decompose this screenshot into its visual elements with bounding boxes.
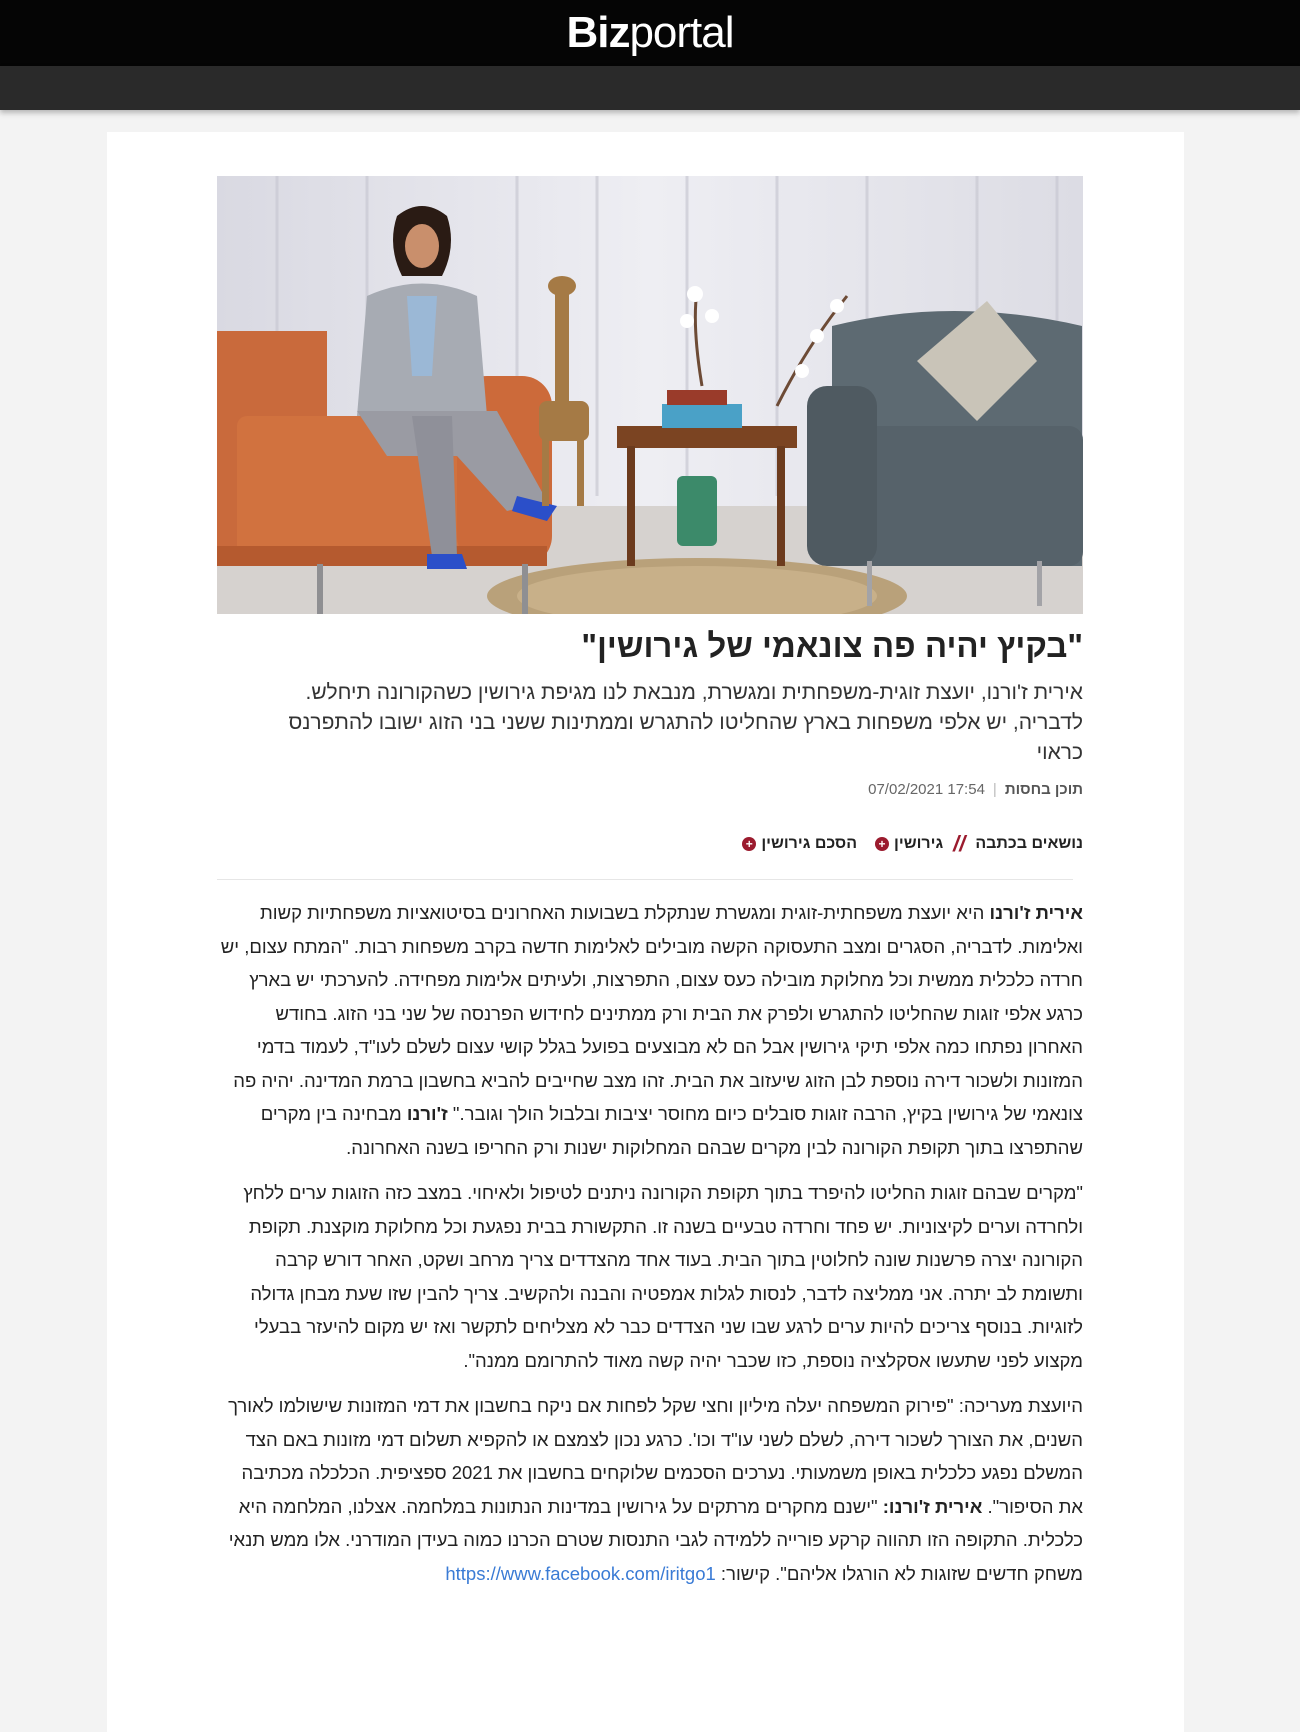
tag-divorce-agreement[interactable] [742,835,857,853]
article-meta [217,781,1083,798]
plus-circle-icon[interactable]: + [875,837,889,851]
article-title: "בקיץ יהיה פה צונאמי של גירושין" [581,627,1083,664]
logo-portal: portal [629,8,734,57]
person-name: ז'ורנו [406,1103,448,1124]
top-header [0,0,1300,66]
article-hero-image [217,176,1083,614]
body-paragraph-1 [217,896,1083,1164]
plus-circle-icon[interactable]: + [742,837,756,851]
body-paragraph-2: "מקרים שבהם זוגות החליטו להיפרד בתוך תקופת הקורונה ניתנים לטיפול ולאיחוי. במצב כזה הזוגות ערים ללחץ ולחרדה וערים לקיצוניות. יש פחד וחרדה טבעיים בשנה זו. התקשורת בבית נפגעת וכל מחלוקת מוקצנת. תקופת הקורונה יצרה פרשנות שונה לחלוטין בתוך הבית. בעוד אחד מהצדדים צריך מרחב ושקט, האחר דורש קרבה ותשומת לב יתרה. אני ממליצה לדבר, לנסות לגלות אמפטיה והבנה ולהקשיב. צריך להבין שזו שעת מבחן גדולה לזוגיות. בנוסף צריכים להיות ערים לרגע שבו שני הצדדים כבר לא מצליחים לתקשר ואז יש מקום להיעזר בבעלי מקצוע לפני שתעשו אסקלציה נוספת, כזו שכבר יהיה קשה מאוד להתרומם ממנה". [243,1182,1083,1371]
tag-divorce-agreement-label: הסכם גירושין [761,835,858,852]
person-name: אירית ז'ורנו: [882,1495,983,1517]
article-category[interactable]: תוכן בחסות [1004,781,1083,798]
logo-biz: Biz [566,8,630,57]
navigation-bar [0,66,1300,110]
hero-photo-illustration [217,176,1083,614]
body-paragraph-3 [217,1389,1083,1590]
article-body [217,896,1083,1602]
tags-divider [217,879,1073,880]
person-name: אירית ז'ורנו [989,902,1083,923]
bizportal-logo[interactable] [566,8,734,57]
article-card [107,132,1184,1732]
meta-separator: | [992,781,997,798]
tags-label: נושאים בכתבה [975,835,1083,852]
article-datetime: 17:54 07/02/2021 [868,781,985,798]
body-text: מבחינה בין מקרים שהתפרצו בתוך תקופת הקורונה לבין מקרים שבהם המחלוקות ישנות ורק החריפו בשנה האחרונה. [260,1103,1083,1158]
body-text: היא יועצת משפחתית-זוגית ומגשרת שנתקלת בשבועות האחרונים בסיטואציות משפחתיות קשות ואלימות. לדבריה, הסגרים ומצב התעסוקה הקשה מובילים לאלימות חדשה בקרב משפחות רבות. "המתח עצום, יש חרדה כלכלית ממשית וכל מחלוקת מובילה כעס עצום, התפרצות, ולעיתים אלימות מפחידה. להערכתי יש בארץ כרגע אלפי זוגות שהחליטו להתגרש ולפרק את הבית ורק ממתינים לחידוש הפרנסה של שני בני הזוג. בחודש האחרון נפתחו כמה אלפי תיקי גירושין אבל הם לא מבוצעים בפועל בגלל קושי עצום לשלם לעו"ד, לעמוד בדמי המזונות ולשכור דירה נוספת לבן הזוג שיעזוב את הבית. זהו מצב שחייבים להביא בחשבון ברמת המדינה. יהיה פה צונאמי של גירושין בקיץ, הרבה זוגות סובלים כיום מחוסר יציבות ובלבול הולך וגובר." [220,902,1083,1124]
tag-divorce-label: גירושין [894,835,944,852]
body-text: "ישנם מחקרים מרתקים על גירושין במדינות הנתונות במלחמה. אצלנו, המלחמה היא כלכלית. התקופה הזו תהווה קרקע פורייה ללמידה לגבי התנסות שטרם הכרנו כמוה בעידן המודרני. אלו ממש תנאי משחק חדשים שזוגות לא הורגלו אליהם". קישור: [228,1495,1083,1584]
body-text: היועצת מעריכה: "פירוק המשפחה יעלה מיליון וחצי שקל לפחות אם ניקח בחשבון את דמי המזונות שישולמו לאורך השנים, את הצורך לשכור דירה, לשלם לשני עו"ד וכו'. כרגע נכון לצמצם או להקפיא תשלום דמי מזונות באם הצד המשלם נפגע כלכלית באופן משמעותי. נערכים הסכמים שלוקחים בחשבון את 2021 ספציפית. הכלכלה מכתיבה את הסיפור". [228,1395,1083,1517]
article-tags [217,831,1083,857]
article-lead: אירית ז'ורנו, יועצת זוגית-משפחתית ומגשרת, מנבאת לנו מגיפת גירושין כשהקורונה תיחלש. לדבריה, יש אלפי משפחות בארץ שהחליטו להתגרש וממתינות ששני בני הזוג ישובו להתפרנס כראוי [288,681,1083,764]
tags-slash-icon: // [953,831,966,856]
facebook-link[interactable]: https://www.facebook.com/iritgo1 [445,1562,716,1584]
tag-divorce[interactable] [875,835,943,853]
